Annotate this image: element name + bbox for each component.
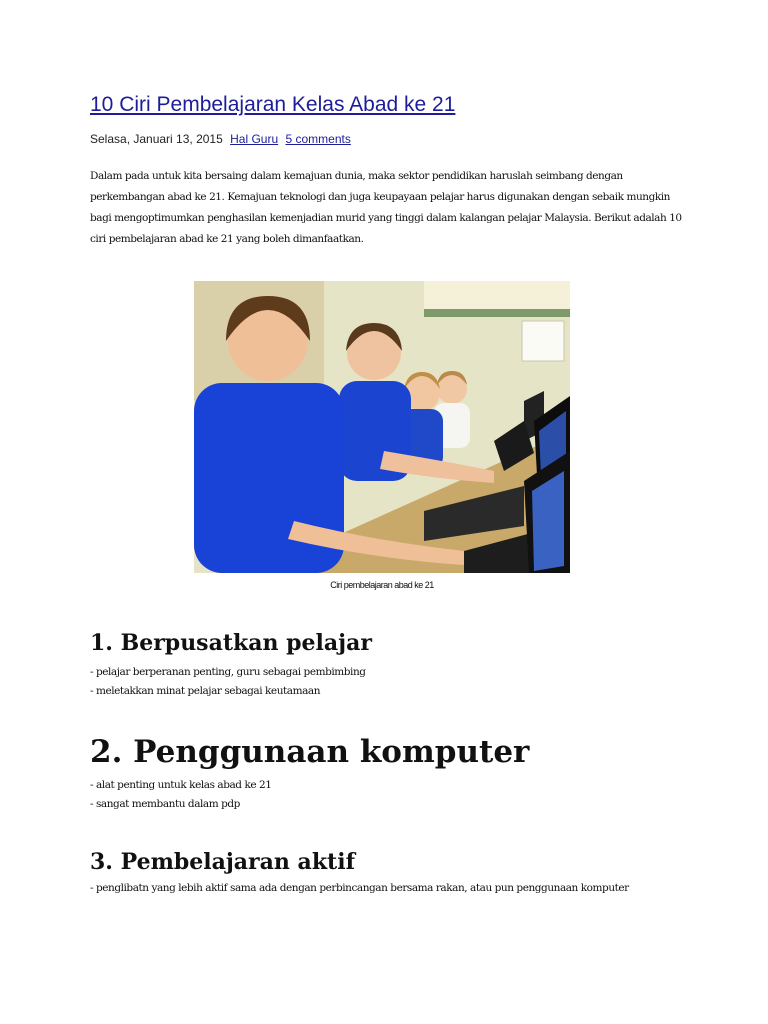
list-item: - penglibatn yang lebih aktif sama ada dengan perbincangan bersama rakan, atau pun penggunaan komputer — [90, 882, 629, 894]
section-heading-2: 2. Penggunaan komputer — [90, 734, 530, 770]
section-heading-1: 1. Berpusatkan pelajar — [90, 630, 372, 656]
list-item: - alat penting untuk kelas abad ke 21 — [90, 779, 272, 791]
section-heading-3: 3. Pembelajaran aktif — [90, 849, 356, 875]
photo-caption: Ciri pembelajaran abad ke 21 — [330, 580, 434, 590]
post-meta — [90, 132, 351, 146]
section-list-3 — [90, 879, 629, 898]
intro-paragraph: Dalam pada untuk kita bersaing dalam kemajuan dunia, maka sektor pendidikan haruslah seimbang dengan perkembangan abad ke 21. Kemajuan teknologi dan juga keupayaan pelajar harus digunakan dengan sebaik mungkin bagi mengoptimumkan penghasilan kemenjadian murid yang tinggi dalam kalangan pelajar Malaysia. Berikut adalah 10 ciri pembelajaran abad ke 21 yang boleh dimanfaatkan. — [90, 170, 682, 245]
post-title[interactable]: 10 Ciri Pembelajaran Kelas Abad ke 21 — [90, 93, 456, 116]
post-date: Selasa, Januari 13, 2015 — [90, 132, 223, 146]
classroom-photo — [194, 281, 570, 573]
section-list-1 — [90, 663, 366, 701]
list-item: - meletakkan minat pelajar sebagai keutamaan — [90, 685, 321, 697]
comments-link[interactable]: 5 comments — [285, 132, 351, 146]
post-author-link[interactable]: Hal Guru — [230, 132, 279, 146]
list-item: - sangat membantu dalam pdp — [90, 798, 240, 810]
list-item: - pelajar berperanan penting, guru sebagai pembimbing — [90, 666, 366, 678]
section-list-2 — [90, 776, 271, 814]
